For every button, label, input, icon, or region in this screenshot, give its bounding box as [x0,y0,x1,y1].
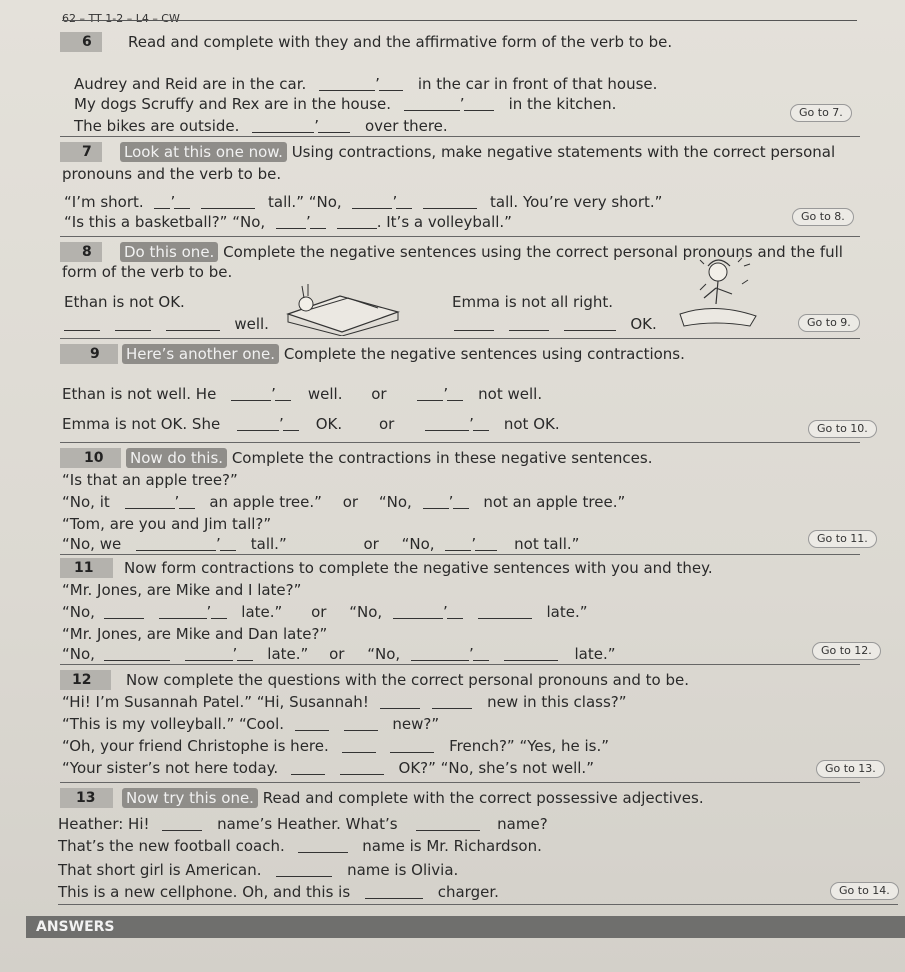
answer-blank[interactable] [159,604,207,619]
exercise-11 [60,556,860,580]
highlight-label: Here’s another one. [122,344,279,364]
answer-blank[interactable] [478,604,532,619]
goto-badge: Go to 14. [830,882,899,900]
highlight-label: Now try this one. [122,788,258,808]
answer-blank[interactable] [340,760,384,775]
exercise-line: “Is this a basketball?” “No, ’ . It’s a volleyball.” [64,213,512,231]
goto-badge: Go to 10. [808,420,877,438]
answer-blank[interactable] [447,386,463,401]
exercise-line: Emma is not OK. She ’ OK. or ’ not OK. [62,415,560,433]
exercise-line: well. [64,314,269,334]
section-divider [60,664,860,665]
exercise-number: 9 [60,344,118,364]
exercise-line: The bikes are outside. ’ over there. [74,117,448,135]
exercise-instruction: Now complete the questions with the correct personal pronouns and to be. [126,671,689,689]
section-divider [60,782,860,783]
answer-blank[interactable] [425,416,469,431]
exercise-instruction: Complete the negative sentences using contractions. [283,345,685,363]
exercise-line: That short girl is American. name is Olivia. [58,861,459,879]
answer-blank[interactable] [237,646,253,661]
exercise-question: “Tom, are you and Jim tall?” [62,515,272,533]
exercise-question: “Mr. Jones, are Mike and I late?” [62,581,302,599]
section-divider [60,236,860,237]
exercise-line: “No, ’ late.” or “No, ’ late.” [62,645,616,663]
answer-blank[interactable] [64,316,100,331]
exercise-12 [60,668,860,692]
sick-boy-illustration [278,276,408,336]
exercise-line: “I’m short. ’ tall.” “No, ’ tall. You’re very short.” [64,193,663,211]
section-divider [60,136,860,137]
exercise-line: “No, it ’ an apple tree.” or “No, ’ not an apple tree.” [62,493,626,511]
highlight-label: Do this one. [120,242,218,262]
exercise-number: 8 [60,242,102,262]
answer-blank[interactable] [342,738,376,753]
answer-blank[interactable] [125,494,175,509]
answer-blank[interactable] [115,316,151,331]
exercise-line: “Your sister’s not here today. OK?” “No, she’s not well.” [62,759,594,777]
exercise-line: That’s the new football coach. name is Mr. Richardson. [58,837,542,855]
exercise-instruction: Complete the contractions in these negative sentences. [231,449,653,467]
instruction-continued: form of the verb to be. [62,263,233,281]
answers-banner: ANSWERS [26,916,905,938]
exercise-line: Heather: Hi! name’s Heather. What’s name? [58,815,548,833]
exercise-instruction: Complete the negative sentences using the correct personal pronouns and the full [223,243,843,261]
answer-blank[interactable] [453,494,469,509]
answer-blank[interactable] [352,194,392,209]
answer-blank[interactable] [473,416,489,431]
answer-blank[interactable] [411,646,469,661]
answer-blank[interactable] [275,386,291,401]
answer-blank[interactable] [379,76,403,91]
exercise-number: 7 [60,142,102,162]
exercise-line: “Oh, your friend Christophe is here. French?” “Yes, he is.” [62,737,610,755]
answer-blank[interactable] [344,716,378,731]
exercise-line: “Hi! I’m Susannah Patel.” “Hi, Susannah! new in this class?” [62,693,627,711]
goto-badge: Go to 11. [808,530,877,548]
exercise-line: “This is my volleyball.” “Cool. new?” [62,715,440,733]
answer-blank[interactable] [432,694,472,709]
answer-blank[interactable] [291,760,325,775]
exercise-number: 10 [60,448,121,468]
header-divider [62,20,857,21]
answer-blank[interactable] [365,884,423,899]
answer-blank[interactable] [319,76,375,91]
exercise-number: 6 [60,32,102,52]
answer-blank[interactable] [416,816,480,831]
highlight-label: Now do this. [126,448,227,468]
goto-badge: Go to 13. [816,760,885,778]
answer-blank[interactable] [154,194,170,209]
exercise-instruction: Now form contractions to complete the negative sentences with you and they. [124,559,713,577]
answer-blank[interactable] [447,604,463,619]
exercise-line: “No, ’ late.” or “No, ’ late.” [62,603,588,621]
section-divider [60,554,860,555]
exercise-7 [60,140,860,164]
answer-blank[interactable] [509,316,549,331]
answer-blank[interactable] [174,194,190,209]
answer-blank[interactable] [104,646,170,661]
answer-blank[interactable] [310,214,326,229]
page-code: 62 – TT 1-2 – L4 – CW [62,12,180,25]
exercise-number: 13 [60,788,113,808]
answer-blank[interactable] [396,194,412,209]
exercise-line: Ethan is not OK. [64,293,185,311]
goto-badge: Go to 8. [792,208,854,226]
answer-blank[interactable] [283,416,299,431]
section-divider [60,338,860,339]
answer-blank[interactable] [380,694,420,709]
section-divider [60,442,860,443]
answer-blank[interactable] [473,646,489,661]
answer-blank[interactable] [564,316,616,331]
answer-blank[interactable] [464,96,494,111]
goto-badge: Go to 9. [798,314,860,332]
answer-blank[interactable] [390,738,434,753]
section-divider [58,904,898,905]
exercise-line: Ethan is not well. He ’ well. or ’ not well. [62,385,543,403]
exercise-instruction: Read and complete with the correct possessive adjectives. [262,789,704,807]
answer-blank[interactable] [417,386,443,401]
answer-blank[interactable] [185,646,233,661]
exercise-line: Emma is not all right. [452,293,614,311]
answer-blank[interactable] [136,536,216,551]
answer-blank[interactable] [454,316,494,331]
exercise-question: “Is that an apple tree?” [62,471,238,489]
exercise-number: 12 [60,670,111,690]
answer-blank[interactable] [276,214,306,229]
answer-blank[interactable] [393,604,443,619]
answer-blank[interactable] [231,386,271,401]
goto-badge: Go to 7. [790,104,852,122]
answer-blank[interactable] [252,118,314,133]
exercise-line: Audrey and Reid are in the car. ’ in the car in front of that house. [74,75,658,93]
exercise-10 [60,446,860,470]
answer-blank[interactable] [475,536,497,551]
answer-blank[interactable] [404,96,460,111]
answer-blank[interactable] [237,416,279,431]
answer-blank[interactable] [423,194,477,209]
answer-blank[interactable] [337,214,377,229]
answer-blank[interactable] [445,536,471,551]
exercise-instruction: Using contractions, make negative statements with the correct personal [291,143,836,161]
exercise-6 [60,30,860,54]
answer-blank[interactable] [504,646,558,661]
exercise-question: “Mr. Jones, are Mike and Dan late?” [62,625,328,643]
exercise-line: OK. [454,314,657,334]
answer-blank[interactable] [166,316,220,331]
instruction-continued: pronouns and the verb to be. [62,165,282,183]
sick-girl-illustration [660,254,770,332]
answer-blank[interactable] [276,862,332,877]
answer-blank[interactable] [220,536,236,551]
exercise-line: “No, we ’ tall.” or “No, ’ not tall.” [62,535,580,553]
answer-blank[interactable] [295,716,329,731]
answer-blank[interactable] [318,118,350,133]
exercise-instruction: Read and complete with they and the affirmative form of the verb to be. [128,33,673,51]
exercise-line: My dogs Scruffy and Rex are in the house. ’ in the kitchen. [74,95,617,113]
answer-blank[interactable] [201,194,255,209]
exercise-line: This is a new cellphone. Oh, and this is charger. [58,883,499,901]
exercise-9 [60,342,860,366]
exercise-number: 11 [60,558,113,578]
answer-blank[interactable] [211,604,227,619]
exercise-13 [60,786,860,810]
answer-blank[interactable] [298,838,348,853]
highlight-label: Look at this one now. [120,142,287,162]
answer-blank[interactable] [162,816,202,831]
answer-blank[interactable] [104,604,144,619]
answer-blank[interactable] [423,494,449,509]
goto-badge: Go to 12. [812,642,881,660]
answer-blank[interactable] [179,494,195,509]
